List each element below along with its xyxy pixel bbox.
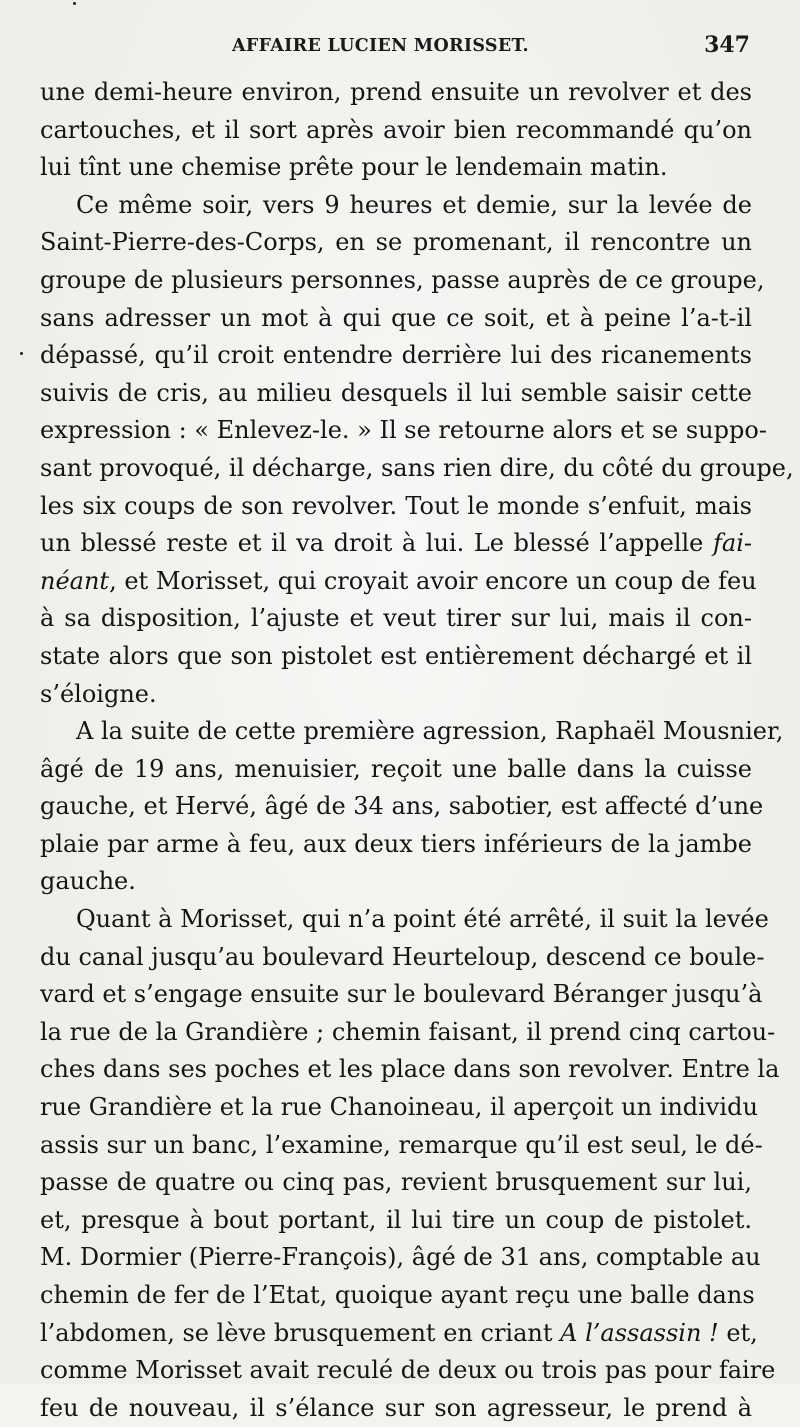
text-line <box>40 1164 752 1202</box>
line-text: âgé de 19 ans, menuisier, reçoit une balle dans la cuisse <box>40 754 752 783</box>
text-line <box>40 1051 780 1089</box>
line-text: passe de quatre ou cinq pas, revient brusquement sur lui, <box>40 1168 752 1197</box>
text-line <box>40 300 752 338</box>
line-text: Ce même soir, vers 9 heures et demie, sur la levée de <box>76 190 752 219</box>
line-text: vard et s’engage ensuite sur le boulevard Béranger jusqu’à <box>40 980 763 1009</box>
line-text: à sa disposition, l’ajuste et veut tirer sur lui, mais il con- <box>40 604 752 633</box>
text-line <box>40 1277 755 1315</box>
line-text: A la suite de cette première agression, Raphaël Mousnier, <box>76 717 784 746</box>
italic-text: néant <box>40 566 110 595</box>
line-text: feu de nouveau, il s’élance sur son agresseur, le prend à <box>40 1393 752 1422</box>
line-text: assis sur un banc, l’examine, remarque qu’il est seul, le dé- <box>40 1130 763 1159</box>
line-text: plaie par arme à feu, aux deux tiers inférieurs de la jambe <box>40 829 752 858</box>
text-line <box>40 563 757 601</box>
line-text: sans adresser un mot à qui que ce soit, et à peine l’a-t-il <box>40 303 752 332</box>
text-line <box>40 1315 758 1353</box>
line-text: chemin de fer de l’Etat, quoique ayant reçu une balle dans <box>40 1281 755 1309</box>
line-text: et, presque à bout portant, il lui tire un coup de pistolet. <box>40 1205 752 1234</box>
line-text: s’éloigne. <box>40 679 157 708</box>
text-line <box>40 600 752 638</box>
text-line <box>40 638 752 676</box>
line-text: dépassé, qu’il croit entendre derrière lui des ricanements <box>40 341 752 370</box>
text-line <box>40 412 767 450</box>
text-line <box>40 1352 776 1390</box>
line-text: un blessé reste et il va droit à lui. Le blessé l’appelle <box>40 529 714 558</box>
italic-text: A l’assassin ! <box>560 1318 719 1347</box>
line-text: rue Grandière et la rue Chanoineau, il aperçoit un individu <box>40 1093 758 1122</box>
line-text: groupe de plusieurs personnes, passe auprès de ce groupe, <box>40 265 765 294</box>
text-line <box>40 488 752 526</box>
line-text: la rue de la Grandière ; chemin faisant, il prend cinq cartou- <box>40 1017 776 1046</box>
line-text: les six coups de son revolver. Tout le monde s’enfuit, mais <box>40 491 752 520</box>
line-text: suivis de cris, au milieu desquels il lui semble saisir cette <box>40 378 752 407</box>
text-line <box>40 713 784 751</box>
line-text: gauche, et Hervé, âgé de 34 ans, sabotier, est affecté d’une <box>40 792 764 821</box>
text-line <box>40 224 752 262</box>
line-text: Saint-Pierre-des-Corps, en se promenant, il rencontre un <box>40 228 752 257</box>
text-line <box>40 863 752 901</box>
line-text: du canal jusqu’au boulevard Heurteloup, descend ce boule- <box>40 942 765 971</box>
text-line <box>40 450 794 488</box>
margin-speck <box>20 352 23 355</box>
line-text: sant provoqué, il décharge, sans rien dire, du côté du groupe, <box>40 453 794 482</box>
text-line <box>40 1089 758 1127</box>
line-text: expression : « Enlevez-le. » Il se retourne alors et se suppo- <box>40 416 767 445</box>
line-text: ches dans ses poches et les place dans son revolver. Entre la <box>40 1055 780 1084</box>
running-head: AFFAIRE LUCIEN MORISSET. <box>232 36 529 56</box>
line-text: gauche. <box>40 867 136 896</box>
line-text: lui tînt une chemise prête pour le lendemain matin. <box>40 153 668 182</box>
line-text: l’abdomen, se lève brusquement en criant <box>40 1318 561 1347</box>
text-line <box>40 788 764 826</box>
line-text: une demi-heure environ, prend ensuite un revolver et des <box>40 78 752 106</box>
text-line <box>40 262 765 300</box>
text-line <box>40 337 752 375</box>
page-header <box>0 30 800 66</box>
text-line <box>40 1239 761 1277</box>
text-line <box>40 1390 752 1427</box>
line-text: Quant à Morisset, qui n’a point été arrêté, il suit la levée <box>76 905 769 934</box>
text-line <box>40 525 752 563</box>
line-text: cartouches, et il sort après avoir bien recommandé qu’on <box>40 115 752 144</box>
text-line <box>40 901 769 939</box>
text-line <box>40 939 765 977</box>
text-line <box>40 149 752 187</box>
body-text <box>40 74 794 1427</box>
text-line <box>40 74 752 112</box>
text-line <box>40 676 752 714</box>
line-text: comme Morisset avait reculé de deux ou trois pas pour faire <box>40 1356 776 1385</box>
page-number: 347 <box>704 32 750 58</box>
line-text: , et Morisset, qui croyait avoir encore un coup de feu <box>109 566 757 595</box>
text-line <box>40 1202 752 1240</box>
line-text: state alors que son pistolet est entièrement déchargé et il <box>40 641 752 670</box>
text-line <box>40 1014 776 1052</box>
text-line <box>40 112 752 150</box>
text-line <box>40 1127 763 1165</box>
margin-speck <box>73 2 76 5</box>
text-line <box>40 826 752 864</box>
line-text: M. Dormier (Pierre-François), âgé de 31 ans, comptable au <box>40 1243 761 1272</box>
text-line <box>40 751 752 789</box>
text-line <box>40 375 752 413</box>
text-line <box>40 187 752 225</box>
text-line <box>40 976 763 1014</box>
line-tail: et, <box>718 1318 758 1347</box>
italic-text: fai- <box>713 529 752 558</box>
